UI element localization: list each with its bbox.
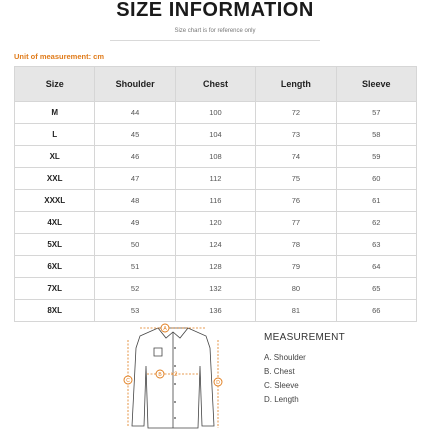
table-cell: 104 [175, 124, 255, 146]
table-cell: 76 [256, 190, 336, 212]
column-header: Size [15, 67, 95, 102]
table-cell: 49 [95, 212, 175, 234]
table-cell: 120 [175, 212, 255, 234]
reference-note: Size chart is for reference only [174, 28, 256, 34]
table-cell: 77 [256, 212, 336, 234]
marker-a: A [163, 325, 167, 332]
table-cell: 61 [336, 190, 416, 212]
table-cell: 74 [256, 146, 336, 168]
table-row [15, 190, 417, 212]
table-row [15, 256, 417, 278]
table-row [15, 146, 417, 168]
size-table [14, 66, 417, 322]
size-cell: 4XL [15, 212, 95, 234]
table-cell: 73 [256, 124, 336, 146]
table-cell: 128 [175, 256, 255, 278]
shirt-outline-icon [132, 325, 214, 428]
column-header: Chest [175, 67, 255, 102]
table-cell: 46 [95, 146, 175, 168]
button-dots-icon [174, 347, 176, 419]
table-cell: 81 [256, 300, 336, 322]
table-cell: 116 [175, 190, 255, 212]
legend-item: D. Length [264, 395, 299, 404]
size-cell: XL [15, 146, 95, 168]
table-cell: 57 [336, 102, 416, 124]
table-cell: 51 [95, 256, 175, 278]
table-cell: 44 [95, 102, 175, 124]
table-row [15, 168, 417, 190]
page-title: SIZE INFORMATION [116, 0, 314, 21]
size-cell: 7XL [15, 278, 95, 300]
table-cell: 52 [95, 278, 175, 300]
table-cell: 124 [175, 234, 255, 256]
table-cell: 50 [95, 234, 175, 256]
table-cell: 66 [336, 300, 416, 322]
table-cell: 65 [336, 278, 416, 300]
table-cell: 47 [95, 168, 175, 190]
table-row [15, 278, 417, 300]
table-cell: 63 [336, 234, 416, 256]
table-cell: 112 [175, 168, 255, 190]
table-cell: 48 [95, 190, 175, 212]
table-cell: 132 [175, 278, 255, 300]
table-cell: 59 [336, 146, 416, 168]
table-cell: 75 [256, 168, 336, 190]
table-header-row [15, 67, 417, 102]
size-cell: 6XL [15, 256, 95, 278]
column-header: Sleeve [336, 67, 416, 102]
table-cell: 78 [256, 234, 336, 256]
legend-item: A. Shoulder [264, 353, 306, 362]
size-cell: 8XL [15, 300, 95, 322]
table-cell: 72 [256, 102, 336, 124]
table-cell: 45 [95, 124, 175, 146]
table-cell: 100 [175, 102, 255, 124]
column-header: Length [256, 67, 336, 102]
measurement-legend [264, 332, 345, 409]
size-cell: M [15, 102, 95, 124]
size-cell: L [15, 124, 95, 146]
table-cell: 60 [336, 168, 416, 190]
table-row [15, 102, 417, 124]
table-cell: 53 [95, 300, 175, 322]
table-cell: 64 [336, 256, 416, 278]
column-header: Shoulder [95, 67, 175, 102]
table-row [15, 234, 417, 256]
measurement-title: MEASUREMENT [264, 332, 346, 343]
marker-c: C [126, 377, 130, 384]
shirt-measurement-icon [118, 318, 228, 430]
title-divider [110, 40, 320, 41]
legend-item: C. Sleeve [264, 381, 299, 390]
size-cell: 5XL [15, 234, 95, 256]
shirt-diagram [118, 318, 228, 430]
table-cell: 62 [336, 212, 416, 234]
table-cell: 80 [256, 278, 336, 300]
table-cell: 136 [175, 300, 255, 322]
table-row [15, 212, 417, 234]
table-row [15, 124, 417, 146]
legend-item: B. Chest [264, 367, 295, 376]
table-cell: 108 [175, 146, 255, 168]
chest-factor: ×2 [170, 371, 178, 378]
table-cell: 79 [256, 256, 336, 278]
size-cell: XXXL [15, 190, 95, 212]
marker-d: D [216, 379, 220, 386]
table-cell: 58 [336, 124, 416, 146]
unit-label: Unit of measurement: cm [14, 52, 105, 61]
size-cell: XXL [15, 168, 95, 190]
marker-b: B [158, 371, 162, 378]
